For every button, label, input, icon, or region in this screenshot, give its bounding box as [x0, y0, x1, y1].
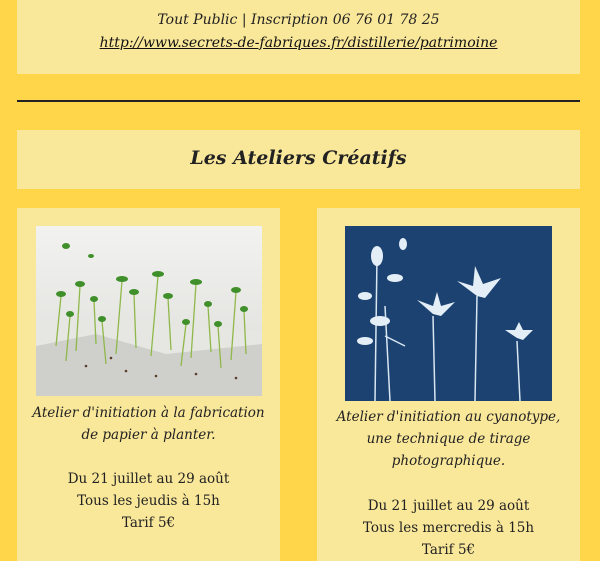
workshop-schedule: Tous les mercredis à 15h	[362, 520, 535, 536]
workshop-description	[325, 406, 572, 472]
workshop-description	[25, 402, 272, 446]
public-registration-info: Tout Public | Inscription 06 76 01 78 25	[157, 12, 440, 28]
cyanotype-photo	[345, 226, 552, 401]
seed-paper-photo	[36, 226, 262, 396]
workshop-price: Tarif 5€	[121, 515, 176, 531]
section-title: Les Ateliers Créatifs	[190, 147, 407, 169]
description-line: photographique.	[391, 453, 506, 469]
workshop-dates: Du 21 juillet au 29 août	[367, 498, 530, 514]
description-line: Atelier d'initiation au cyanotype,	[336, 409, 561, 425]
description-line: Atelier d'initiation à la fabrication	[32, 405, 265, 421]
section-title-panel	[17, 130, 580, 189]
workshop-details	[325, 495, 572, 561]
workshop-card-cyanotype	[317, 208, 580, 561]
description-line: de papier à planter.	[81, 427, 216, 443]
header-panel	[17, 0, 580, 74]
section-divider	[17, 100, 580, 102]
workshop-price: Tarif 5€	[421, 542, 476, 558]
workshop-card-seed-paper	[17, 208, 280, 561]
workshop-schedule: Tous les jeudis à 15h	[77, 493, 220, 509]
workshop-details	[25, 468, 272, 534]
workshop-dates: Du 21 juillet au 29 août	[67, 471, 230, 487]
description-line: une technique de tirage	[366, 431, 531, 447]
website-link[interactable]: http://www.secrets-de-fabriques.fr/distillerie/patrimoine	[99, 35, 498, 51]
